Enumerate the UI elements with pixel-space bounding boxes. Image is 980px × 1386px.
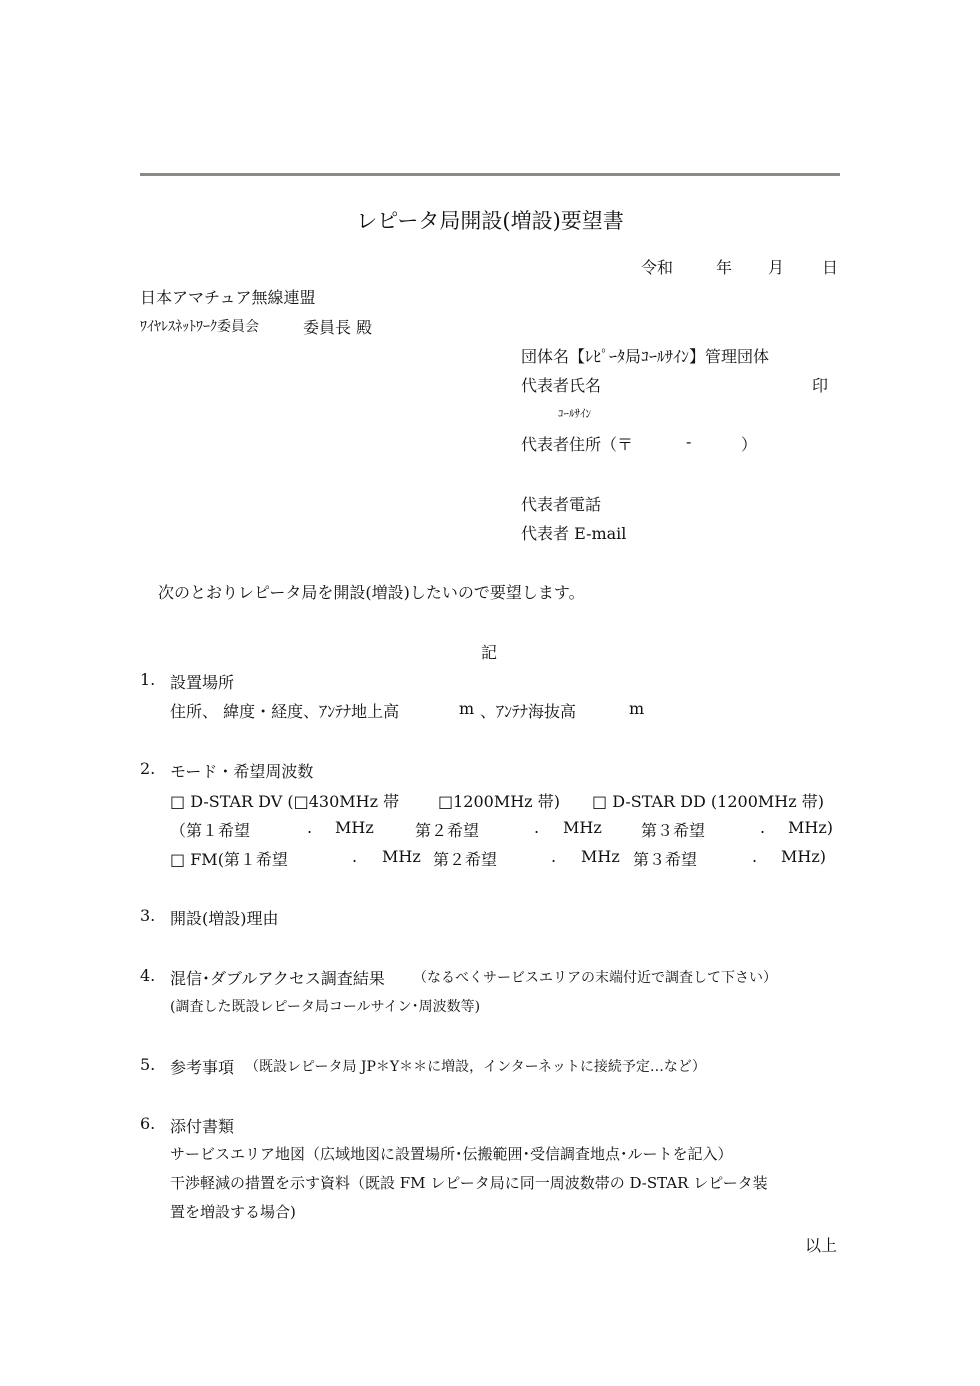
fm-unit1: MHz [382,847,421,866]
section-6-heading: 添付書類 [170,1117,235,1136]
section-4-subnote: (調査した既設レピータ局コールサイン･周波数等) [170,999,481,1015]
rep-name-label: 代表者氏名 [521,376,602,395]
section-4-note: （なるべくサービスエリアの末端付近で調査して下さい） [413,970,777,986]
addressee-org: 日本アマチュア無線連盟 [140,288,316,307]
document-title: レピータ局開設(増設)要望書 [356,209,624,233]
section-1-number: 1. [140,670,156,689]
org-name-label: 団体名【ﾚﾋﾟｰﾀ局ｺｰﾙｻｲﾝ】管理団体 [521,347,770,366]
closing-mark: 以上 [805,1236,838,1255]
dstar-dd-checkbox[interactable]: □ D-STAR DD (1200MHz 帯) [592,792,824,811]
fm-dot2: . [551,847,557,866]
postal-dash: - [686,432,692,451]
date-month-unit: 月 [768,258,785,277]
addressee-committee: ﾜｲﾔﾚｽﾈｯﾄﾜｰｸ委員会 [140,319,259,335]
freq-row-2-dot3: . [760,818,766,837]
address-close: ） [741,435,758,454]
fm-dot1: . [352,847,358,866]
rep-phone-label: 代表者電話 [521,495,602,514]
date-year-unit: 年 [716,258,733,277]
date-era: 令和 [641,258,674,277]
ki-heading: 記 [481,643,498,662]
section-1-unit-m2: m [629,699,645,718]
section-6-number: 6. [140,1114,156,1133]
dstar-dv-checkbox[interactable]: □ D-STAR DV (□430MHz 帯 [170,792,400,811]
fm-dot3: . [752,847,758,866]
date-day-unit: 日 [822,258,839,277]
intro-sentence: 次のとおりレピータ局を開設(増設)したいので要望します。 [158,583,585,602]
fm-unit3: MHz) [781,847,827,866]
addressee-title: 委員長 殿 [303,318,373,337]
section-1-heading: 設置場所 [170,673,235,692]
freq-row-2-choice2: 第２希望 [415,821,480,840]
freq-row-2-unit2: MHz [563,818,602,837]
fm-unit2: MHz [581,847,620,866]
section-5-number: 5. [140,1055,156,1074]
freq-row-2-dot2: . [534,818,540,837]
section-1-sea-height: 、ｱﾝﾃﾅ海抜高 [480,702,577,721]
section-2-number: 2. [140,759,156,778]
rep-address-label: 代表者住所（〒 [521,435,634,454]
seal-mark: 印 [812,376,829,395]
attachment-interference-docs-cont: 置を増設する場合) [170,1203,296,1221]
freq-row-2-choice1: （第１希望 [170,821,251,840]
attachment-service-area-map: サービスエリア地図（広域地図に設置場所･伝搬範囲･受信調査地点･ルートを記入） [170,1145,733,1163]
section-5-heading: 参考事項 [170,1058,235,1077]
section-4-heading: 混信･ダブルアクセス調査結果 [170,969,385,988]
rep-email-label: 代表者 E-mail [521,524,627,543]
section-1-location-fields: 住所、 緯度・経度、ｱﾝﾃﾅ地上高 [170,702,400,721]
section-1-unit-m1: m [459,699,475,718]
section-4-number: 4. [140,966,156,985]
freq-row-2-unit3: MHz) [788,818,834,837]
callsign-label: ｺｰﾙｻｲﾝ [558,407,591,420]
fm-checkbox[interactable]: □ FM(第１希望 [170,850,288,869]
attachment-interference-docs: 干渉軽減の措置を示す資料（既設 FM レピータ局に同一周波数帯の D-STAR レピータ装 [170,1174,768,1192]
band-1200-checkbox[interactable]: □1200MHz 帯) [438,792,560,811]
header-rule [140,173,840,176]
fm-choice2: 第２希望 [433,850,498,869]
section-3-number: 3. [140,906,156,925]
section-2-heading: モード・希望周波数 [170,762,314,781]
freq-row-2-choice3: 第３希望 [641,821,706,840]
freq-row-2-unit1: MHz [335,818,374,837]
section-3-heading: 開設(増設)理由 [170,909,279,928]
section-5-note: （既設レピータ局 JP＊Y＊＊に増設，インターネットに接続予定…など） [245,1059,706,1075]
freq-row-2-dot1: . [307,818,313,837]
fm-choice3: 第３希望 [633,850,698,869]
